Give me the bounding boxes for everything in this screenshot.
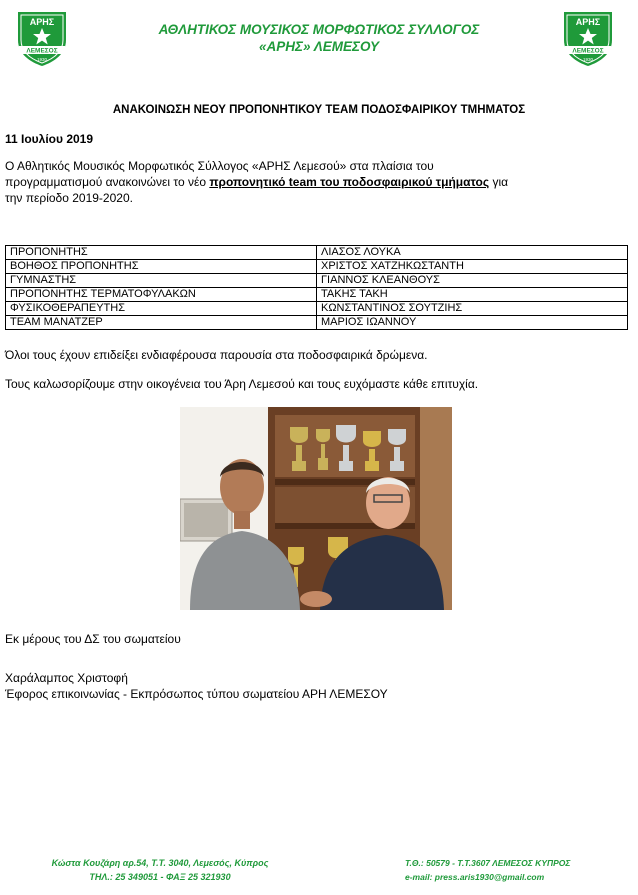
logo-top-text: ΑΡΗΣ [575,17,601,27]
staff-name: ΜΑΡΙΟΣ ΙΩΑΝΝΟΥ [317,316,628,330]
staff-name: ΓΙΑΝΝΟΣ ΚΛΕΑΝΘΟΥΣ [317,274,628,288]
logo-band-text: ΛΕΜΕΣΟΣ [572,47,604,55]
logo-year: 1930 [36,57,48,62]
announcement-date: 11 Ιουλίου 2019 [5,132,94,146]
staff-name: ΤΑΚΗΣ ΤΑΚΗ [317,288,628,302]
logo-band-text: ΛΕΜΕΣΟΣ [26,47,58,55]
footer-po-box: Τ.Θ.: 50579 - Τ.Τ.3607 ΛΕΜΕΣΟΣ ΚΥΠΡΟΣ [405,858,571,868]
footer-phones: ΤΗΛ.: 25 349051 - ΦΑΞ 25 321930 [89,872,231,882]
staff-name: ΧΡΙΣΤΟΣ ΧΑΤΖΗΚΩΣΤΑΝΤΗ [317,260,628,274]
table-row [6,246,628,260]
intro-part2: προγραμματισμού ανακοινώνει το νέο [5,175,210,189]
table-row [6,302,628,316]
intro-emphasis: προπονητικό team του ποδοσφαιρικού τμήματος [209,175,490,189]
body-paragraph-2: Τους καλωσορίζουμε στην οικογένεια του Άρη Λεμεσού και τους ευχόμαστε κάθε επιτυχία. [5,377,479,391]
footer-email-label: e-mail: [405,872,433,882]
footer-email-line [405,870,610,884]
staff-name: ΛΙΑΣΟΣ ΛΟΥΚΑ [317,246,628,260]
signer-title: Έφορος επικοινωνίας - Εκπρόσωπος τύπου σωματείου ΑΡΗ ΛΕΜΕΣΟΥ [5,687,388,701]
intro-part3: για [489,175,509,189]
footer-address-block [20,856,300,884]
staff-role: ΠΡΟΠΟΝΗΤΗΣ [6,246,317,260]
footer-address: Κώστα Κουζάρη αρ.54, Τ.Τ. 3040, Λεμεσός, Κύπρος [51,858,269,868]
intro-part4: την περίοδο 2019-2020. [5,191,133,205]
table-row [6,274,628,288]
logo-top-text: ΑΡΗΣ [29,17,55,27]
announcement-title: ΑΝΑΚΟΙΝΩΣΗ ΝΕΟΥ ΠΡΟΠΟΝΗΤΙΚΟΥ TEAM ΠΟΔΟΣΦΑΙΡΙΚΟΥ ΤΜΗΜΑΤΟΣ [112,104,526,116]
body-paragraph-1: Όλοι τους έχουν επιδείξει ενδιαφέρουσα παρουσία στα ποδοσφαιρικά δρώμενα. [5,348,428,362]
table-row [6,260,628,274]
on-behalf-line: Εκ μέρους του ΔΣ του σωματείου [5,632,181,646]
footer-email-link[interactable]: press.aris1930@gmail.com [434,872,545,882]
signer-name: Χαράλαμπος Χριστοφή [5,671,128,685]
org-name-line2: «ΑΡΗΣ» ΛΕΜΕΣΟΥ [259,39,379,54]
intro-paragraph [5,158,565,206]
intro-part1: Ο Αθλητικός Μουσικός Μορφωτικός Σύλλογος «ΑΡΗΣ Λεμεσού» στα πλαίσια του [5,159,434,173]
staff-role: ΒΟΗΘΟΣ ΠΡΟΠΟΝΗΤΗΣ [6,260,317,274]
club-logo-right [560,8,616,68]
footer-contact-block [405,856,610,884]
logo-year: 1930 [582,57,594,62]
staff-table [5,245,628,330]
staff-name: ΚΩΝΣΤΑΝΤΙΝΟΣ ΣΟΥΤΖΙΗΣ [317,302,628,316]
staff-role: ΓΥΜΝΑΣΤΗΣ [6,274,317,288]
club-logo-left [14,8,70,68]
org-name-line1: ΑΘΛΗΤΙΚΟΣ ΜΟΥΣΙΚΟΣ ΜΟΡΦΩΤΙΚΟΣ ΣΥΛΛΟΓΟΣ [158,22,480,37]
table-row [6,316,628,330]
team-photo [180,407,452,610]
staff-role: TEAM ΜΑΝΑΤΖΕΡ [6,316,317,330]
table-row [6,288,628,302]
staff-role: ΠΡΟΠΟΝΗΤΗΣ ΤΕΡΜΑΤΟΦΥΛΑΚΩΝ [6,288,317,302]
staff-role: ΦΥΣΙΚΟΘΕΡΑΠΕΥΤΗΣ [6,302,317,316]
